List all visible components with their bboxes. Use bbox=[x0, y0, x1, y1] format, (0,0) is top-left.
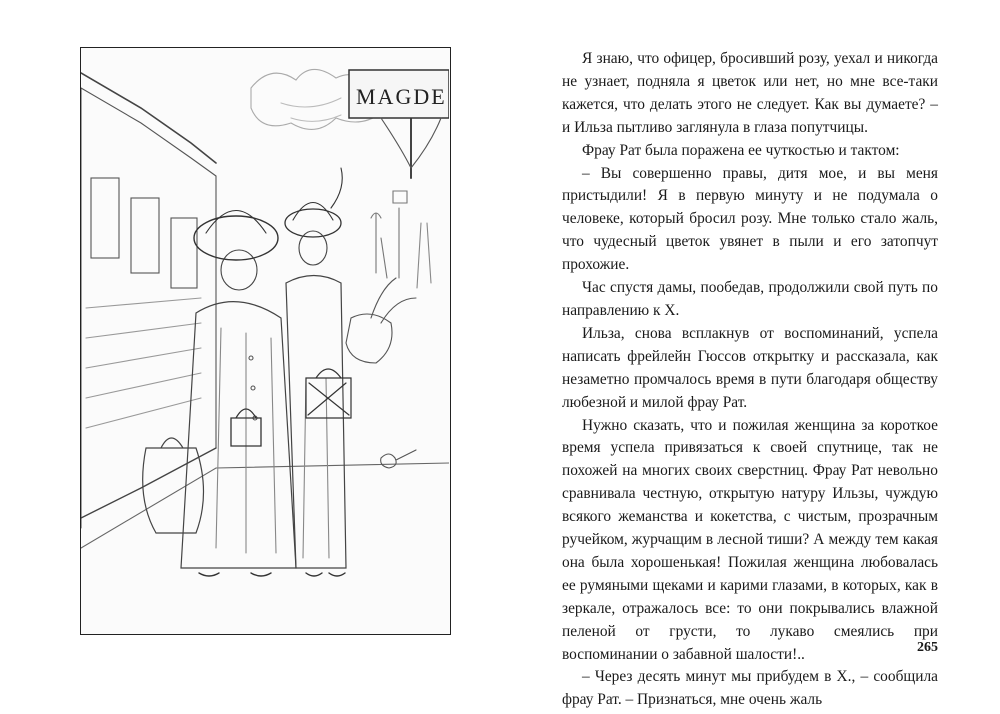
distant-figure bbox=[417, 223, 431, 288]
paragraph: – Вы совершенно правы, дитя мое, и вы меня пристыдили! Я в первую минуту и не подумала о человеке, который бросил розу. Мне только стало жаль, что чудесный цветок увянет в пыли и его затопчут прохожие. bbox=[562, 164, 938, 274]
paragraph: Фрау Рат была поражена ее чуткостью и тактом: bbox=[582, 141, 900, 159]
plaid-bag bbox=[306, 369, 351, 418]
distant-figure bbox=[393, 191, 407, 278]
train-body bbox=[81, 88, 216, 528]
station-sign-text: MAGDE bbox=[356, 84, 447, 109]
rose bbox=[381, 450, 416, 468]
paragraph: – Через десять минут мы прибудем в Х., – сообщила фрау Рат. – Признаться, мне очень жаль bbox=[562, 668, 938, 709]
young-woman-face bbox=[299, 231, 327, 265]
train-hatching bbox=[86, 298, 201, 428]
illustration bbox=[80, 47, 451, 635]
older-woman-coat-lines bbox=[216, 328, 276, 553]
platform-edge bbox=[81, 463, 449, 548]
train-window bbox=[91, 178, 119, 258]
paragraph: Я знаю, что офицер, бросивший розу, уехал и никогда не узнает, подняла я цветок или нет, но мне все-таки кажется, что делать этого не следует. Как вы думаете? – и Ильза пытливо заглянула в глаза попутчицы. bbox=[562, 50, 938, 136]
page-number: 265 bbox=[917, 640, 938, 655]
young-woman-hat bbox=[285, 209, 341, 237]
train-roof-edge bbox=[81, 88, 216, 176]
train-window bbox=[131, 198, 159, 273]
coat-button bbox=[249, 356, 253, 360]
young-woman-hat-crown bbox=[293, 168, 342, 220]
distant-figure bbox=[371, 213, 387, 278]
flower-basket bbox=[346, 278, 416, 363]
paragraph: Нужно сказать, что и пожилая женщина за короткое время успела привязаться к своей спутнице, так не похожей на многих своих сверстниц. Фрау Рат невольно сравнивала честную, открытую натуру Ильзы, чуждую всякого жеманства и кокетства, с чистым, прозрачным ручейком, журчащим в лесной тиши? А между тем какая она была хорошенькая! Пожилая женщина любовалась ее румяными щеками и карими глазами, в которых, как в зеркале, отражалось все: то они покрывались влажной пеленой от грусти, то лукаво смеялись при воспоминании о забавной шалости!.. bbox=[562, 416, 938, 663]
train-roof bbox=[81, 73, 216, 163]
young-woman-skirt-lines bbox=[303, 378, 329, 558]
older-woman-hat bbox=[194, 216, 278, 260]
coat-button bbox=[251, 386, 255, 390]
older-woman-hat-crown bbox=[206, 211, 266, 234]
older-woman-face bbox=[221, 250, 257, 290]
train-window bbox=[171, 218, 197, 288]
feet bbox=[199, 573, 345, 576]
paragraph: Час спустя дамы, пообедав, продолжили свой путь по направлению к Х. bbox=[562, 279, 938, 319]
body-text bbox=[562, 48, 938, 712]
cloud bbox=[281, 98, 341, 121]
station-sketch bbox=[81, 48, 449, 633]
young-woman-body bbox=[286, 276, 346, 569]
travel-bag bbox=[143, 438, 204, 533]
right-page bbox=[500, 0, 1000, 714]
paragraph: Ильза, снова всплакнув от воспоминаний, успела написать фрейлейн Гюссов открытку и рассказала, как незаметно промчалось время в пути благодаря обществу любезной и милой фрау Рат. bbox=[562, 324, 938, 411]
